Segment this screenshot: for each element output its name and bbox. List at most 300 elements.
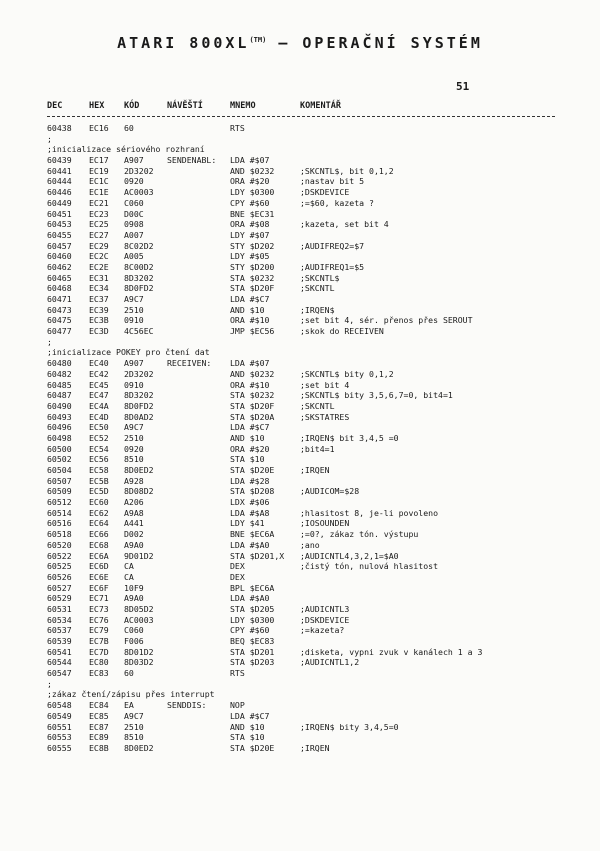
comment: ;IRQEN$ bit 3,4,5 =0 [300,432,399,443]
comment: ;DSKDEVICE [300,187,350,198]
decimal-address: 60453 [47,219,72,230]
hex-address: EC4D [89,411,109,422]
comment: ;bit4=1 [300,443,335,454]
decimal-address: 60451 [47,208,72,219]
opcode-bytes: 0910 [124,379,144,390]
code-line [0,433,600,444]
column-header-row [0,101,600,113]
code-line [0,572,600,583]
comment: ;čistý tón, nulová hlasitost [300,561,439,572]
hex-address: EC21 [89,197,109,208]
code-line [0,187,600,198]
hex-address: EC66 [89,529,109,540]
code-line [0,219,600,230]
mnemonic: AND $10 [230,432,265,443]
hex-address: EC42 [89,368,109,379]
hex-address: EC73 [89,603,109,614]
code-line [0,465,600,476]
opcode-bytes: 60 [124,668,134,679]
decimal-address: 60525 [47,561,72,572]
comment: ;DSKDEVICE [300,614,350,625]
page-title [0,34,600,52]
opcode-bytes: A005 [124,251,144,262]
decimal-address: 60446 [47,187,72,198]
mnemonic: LDA #$C7 [230,422,270,433]
title-main: ATARI 800XL [117,34,250,52]
mnemonic: LDY $0300 [230,614,275,625]
decimal-address: 60493 [47,411,72,422]
code-line [0,380,600,391]
mnemonic: STA $0232 [230,390,275,401]
comment: ;IRQEN [300,465,330,475]
opcode-bytes: 8510 [124,454,144,465]
opcode-bytes: 8C00D2 [124,261,154,272]
hex-address: EC62 [89,507,109,518]
opcode-bytes: 0920 [124,176,144,187]
comment: ;AUDICNTL3 [300,603,350,614]
hex-address: EC6F [89,582,109,593]
decimal-address: 60438 [47,123,72,133]
decimal-address: 60520 [47,539,72,550]
hex-address: EC45 [89,379,109,390]
comment: ;IRQEN [300,742,330,753]
label: SENDENABL: [167,155,217,166]
opcode-bytes: 8510 [124,732,144,743]
hex-address: EC4A [89,400,109,411]
opcode-bytes: A9A0 [124,593,144,604]
assembly-listing [0,123,600,754]
comment: ;ano [300,539,320,550]
opcode-bytes: A9A0 [124,539,144,550]
hex-address: EC87 [89,721,109,732]
column-header-komentar: KOMENTÁŘ [300,101,341,111]
code-line [0,711,600,722]
comment: ;set bit 4, sér. přenos přes SEROUT [300,315,473,326]
mnemonic: ORA #$20 [230,443,270,454]
hex-address: EC25 [89,219,109,230]
code-line [0,700,600,711]
comment: ;SKCNTL [300,400,335,411]
comment-text: ; [47,336,52,347]
comment: ;disketa, vypni zvuk v kanálech 1 a 3 [300,646,483,657]
code-line [0,593,600,604]
comment-line [0,679,600,690]
comment-text: ;inicializace sériového rozhraní [47,144,205,155]
opcode-bytes: 8D03D2 [124,657,154,668]
opcode-bytes: A9C7 [124,294,144,304]
opcode-bytes: EA [124,700,134,711]
decimal-address: 60526 [47,571,72,582]
decimal-address: 60482 [47,368,72,379]
decimal-address: 60502 [47,454,72,465]
hex-address: EC71 [89,593,109,604]
decimal-address: 60537 [47,625,72,636]
mnemonic: CPY #$60 [230,625,270,636]
mnemonic: ORA #$10 [230,379,270,390]
code-line [0,294,600,305]
hex-address: EC68 [89,539,109,550]
decimal-address: 60496 [47,422,72,433]
column-header-navesti: NÁVĚŠTÍ [167,101,203,111]
comment-text: ; [47,678,52,689]
opcode-bytes: 2D3202 [124,368,154,379]
code-line [0,540,600,551]
decimal-address: 60555 [47,742,72,753]
comment-text: ; [47,133,52,144]
decimal-address: 60477 [47,326,72,337]
code-line [0,198,600,209]
comment-line [0,337,600,348]
decimal-address: 60485 [47,379,72,390]
hex-address: EC1C [89,176,109,187]
mnemonic: STA $D20E [230,742,275,753]
mnemonic: STA $0232 [230,272,275,283]
code-line [0,647,600,658]
code-line [0,518,600,529]
code-line [0,722,600,733]
decimal-address: 60548 [47,700,72,711]
hex-address: EC79 [89,625,109,636]
hex-address: EC54 [89,443,109,454]
decimal-address: 60541 [47,646,72,657]
hex-address: EC47 [89,390,109,401]
opcode-bytes: A9C7 [124,422,144,433]
code-line [0,486,600,497]
comment-text: ;zákaz čtení/zápisu přes interrupt [47,689,215,700]
decimal-address: 60498 [47,432,72,443]
mnemonic: LDA #$A0 [230,593,270,604]
mnemonic: LDY #$07 [230,229,270,240]
opcode-bytes: D002 [124,529,144,540]
title-subtitle: – OPERAČNÍ SYSTÉM [266,34,483,52]
opcode-bytes: 8D3202 [124,390,154,401]
opcode-bytes: F006 [124,636,144,646]
comment: ;=$60, kazeta ? [300,197,374,208]
mnemonic: NOP [230,700,245,711]
decimal-address: 60457 [47,240,72,251]
opcode-bytes: 8D0AD2 [124,411,154,422]
decimal-address: 60475 [47,315,72,326]
code-line [0,583,600,594]
decimal-address: 60480 [47,358,72,369]
mnemonic: BEQ $EC83 [230,636,275,646]
mnemonic: LDA #$C7 [230,710,270,721]
hex-address: EC19 [89,165,109,176]
opcode-bytes: A928 [124,475,144,486]
trademark-mark: (TM) [249,36,267,44]
opcode-bytes: D00C [124,208,144,219]
decimal-address: 60465 [47,272,72,283]
comment: ;IOSOUNDEN [300,518,350,529]
decimal-address: 60449 [47,197,72,208]
code-line [0,497,600,508]
opcode-bytes: 2510 [124,304,144,315]
decimal-address: 60468 [47,283,72,294]
decimal-address: 60507 [47,475,72,486]
comment: ;=0?, zákaz tón. výstupu [300,529,419,540]
code-line [0,305,600,316]
mnemonic: AND $0232 [230,165,275,176]
hex-address: EC60 [89,497,109,508]
decimal-address: 60529 [47,593,72,604]
code-line [0,604,600,615]
mnemonic: BNE $EC6A [230,529,275,540]
opcode-bytes: 4C56EC [124,326,154,337]
hex-address: EC83 [89,668,109,679]
comment: ;IRQEN$ bity 3,4,5=0 [300,721,399,732]
opcode-bytes: C060 [124,625,144,636]
opcode-bytes: C060 [124,197,144,208]
code-line [0,732,600,743]
opcode-bytes: A9C7 [124,710,144,721]
decimal-address: 60473 [47,304,72,315]
mnemonic: LDY $41 [230,518,265,529]
code-line [0,422,600,433]
code-line [0,508,600,519]
opcode-bytes: A441 [124,518,144,529]
comment-text: ;inicializace POKEY pro čtení dat [47,347,210,358]
hex-address: EC16 [89,123,109,133]
hex-address: EC40 [89,358,109,369]
hex-address: EC5B [89,475,109,486]
comment: ;SKCNTL [300,283,335,294]
code-line [0,283,600,294]
mnemonic: STY $D202 [230,240,275,251]
hex-address: EC52 [89,432,109,443]
mnemonic: BPL $EC6A [230,582,275,593]
hex-address: EC76 [89,614,109,625]
opcode-bytes: 8D01D2 [124,646,154,657]
hex-address: EC89 [89,732,109,743]
label: SENDDIS: [167,700,207,711]
hex-address: EC7B [89,636,109,646]
decimal-address: 60441 [47,165,72,176]
decimal-address: 60509 [47,486,72,497]
code-line [0,444,600,455]
code-line [0,551,600,562]
hex-address: EC6D [89,561,109,572]
code-line [0,743,600,754]
column-header-dec: DEC [47,101,63,111]
hex-address: EC85 [89,710,109,721]
code-line [0,454,600,465]
hex-address: EC31 [89,272,109,283]
mnemonic: AND $10 [230,721,265,732]
code-line [0,230,600,241]
hex-address: EC1E [89,187,109,198]
mnemonic: LDA #$07 [230,358,270,369]
mnemonic: LDA #$A0 [230,539,270,550]
code-line [0,155,600,166]
opcode-bytes: 8D0FD2 [124,283,154,294]
hex-address: EC58 [89,465,109,475]
decimal-address: 60539 [47,636,72,646]
opcode-bytes: A907 [124,358,144,369]
opcode-bytes: 0910 [124,315,144,326]
hex-address: EC2C [89,251,109,262]
comment: ;set bit 4 [300,379,350,390]
mnemonic: STA $D20F [230,283,275,294]
decimal-address: 60544 [47,657,72,668]
comment: ;SKSTATRES [300,411,350,422]
code-line [0,176,600,187]
opcode-bytes: 2510 [124,721,144,732]
mnemonic: STA $D201 [230,646,275,657]
decimal-address: 60500 [47,443,72,454]
opcode-bytes: 8D3202 [124,272,154,283]
decimal-address: 60514 [47,507,72,518]
opcode-bytes: 60 [124,123,134,133]
label: RECEIVEN: [167,358,212,369]
opcode-bytes: AC0003 [124,187,154,198]
code-line [0,273,600,284]
decimal-address: 60553 [47,732,72,743]
comment-line [0,689,600,700]
opcode-bytes: 10F9 [124,582,144,593]
code-line [0,369,600,380]
code-line [0,476,600,487]
code-line [0,241,600,252]
mnemonic: JMP $EC56 [230,326,275,337]
decimal-address: 60487 [47,390,72,401]
opcode-bytes: 8D0ED2 [124,465,154,475]
opcode-bytes: A206 [124,497,144,508]
hex-address: EC34 [89,283,109,294]
mnemonic: STA $10 [230,454,265,465]
mnemonic: STA $D208 [230,486,275,497]
comment: ;SKCNTL$, bit 0,1,2 [300,165,394,176]
hex-address: EC29 [89,240,109,251]
code-line [0,209,600,220]
decimal-address: 60439 [47,155,72,166]
comment-line [0,347,600,358]
mnemonic: STA $D205 [230,603,275,614]
code-line [0,412,600,423]
hex-address: EC8B [89,742,109,753]
mnemonic: AND $0232 [230,368,275,379]
comment: ;kazeta, set bit 4 [300,219,389,230]
hex-address: EC37 [89,294,109,304]
opcode-bytes: 8D0FD2 [124,400,154,411]
decimal-address: 60518 [47,529,72,540]
mnemonic: LDY #$05 [230,251,270,262]
hex-address: EC27 [89,229,109,240]
mnemonic: STA $10 [230,732,265,743]
column-header-mnemo: MNEMO [230,101,256,111]
code-line [0,123,600,134]
comment: ;AUDIFREQ2=$7 [300,240,365,251]
mnemonic: STA $D20F [230,400,275,411]
hex-address: EC84 [89,700,109,711]
decimal-address: 60551 [47,721,72,732]
mnemonic: ORA #$10 [230,315,270,326]
mnemonic: AND $10 [230,304,265,315]
hex-address: EC17 [89,155,109,166]
comment: ;SKCNTL$ bity 0,1,2 [300,368,394,379]
opcode-bytes: AC0003 [124,614,154,625]
mnemonic: STA $D203 [230,657,275,668]
opcode-bytes: CA [124,571,134,582]
page-number: 51 [456,80,470,93]
decimal-address: 60490 [47,400,72,411]
comment: ;AUDICOM=$28 [300,486,360,497]
mnemonic: LDX #$06 [230,497,270,508]
comment: ;AUDICNTL1,2 [300,657,360,668]
opcode-bytes: 2510 [124,432,144,443]
code-line [0,615,600,626]
comment: ;IRQEN$ [300,304,335,315]
decimal-address: 60522 [47,550,72,561]
mnemonic: ORA #$08 [230,219,270,230]
mnemonic: RTS [230,123,245,133]
opcode-bytes: 8D05D2 [124,603,154,614]
comment-line [0,144,600,155]
decimal-address: 60527 [47,582,72,593]
code-line [0,625,600,636]
opcode-bytes: A007 [124,229,144,240]
opcode-bytes: A907 [124,155,144,166]
code-line [0,657,600,668]
code-line [0,390,600,401]
mnemonic: BNE $EC31 [230,208,275,219]
mnemonic: RTS [230,668,245,679]
mnemonic: STY $D200 [230,261,275,272]
code-line [0,561,600,572]
mnemonic: CPY #$60 [230,197,270,208]
mnemonic: LDA #$A8 [230,507,270,518]
code-line [0,166,600,177]
code-line [0,315,600,326]
opcode-bytes: 8C02D2 [124,240,154,251]
mnemonic: LDA #$07 [230,155,270,166]
comment: ;SKCNTL$ bity 3,5,6,7=0, bit4=1 [300,390,453,401]
opcode-bytes: A9A8 [124,507,144,518]
opcode-bytes: 2D3202 [124,165,154,176]
hex-address: EC64 [89,518,109,529]
opcode-bytes: 8D0ED2 [124,742,154,753]
comment: ;SKCNTL$ [300,272,340,283]
opcode-bytes: 9D01D2 [124,550,154,561]
decimal-address: 60455 [47,229,72,240]
code-line [0,529,600,540]
hex-address: EC56 [89,454,109,465]
column-header-kod: KÓD [124,101,140,111]
hex-address: EC39 [89,304,109,315]
comment: ;nastav bit 5 [300,176,365,187]
code-line [0,251,600,262]
decimal-address: 60516 [47,518,72,529]
column-header-hex: HEX [89,101,105,111]
mnemonic: STA $D20E [230,465,275,475]
mnemonic: STA $D20A [230,411,275,422]
mnemonic: DEX [230,571,245,582]
code-line [0,262,600,273]
decimal-address: 60549 [47,710,72,721]
mnemonic: LDY $0300 [230,187,275,198]
hex-address: EC3D [89,326,109,337]
hex-address: EC3B [89,315,109,326]
hex-address: EC6E [89,571,109,582]
code-line [0,326,600,337]
opcode-bytes: CA [124,561,134,572]
comment: ;AUDIFREQ1=$5 [300,261,365,272]
decimal-address: 60504 [47,465,72,475]
hex-address: EC80 [89,657,109,668]
hex-address: EC7D [89,646,109,657]
hex-address: EC50 [89,422,109,433]
code-line [0,636,600,647]
mnemonic: LDA #$C7 [230,294,270,304]
